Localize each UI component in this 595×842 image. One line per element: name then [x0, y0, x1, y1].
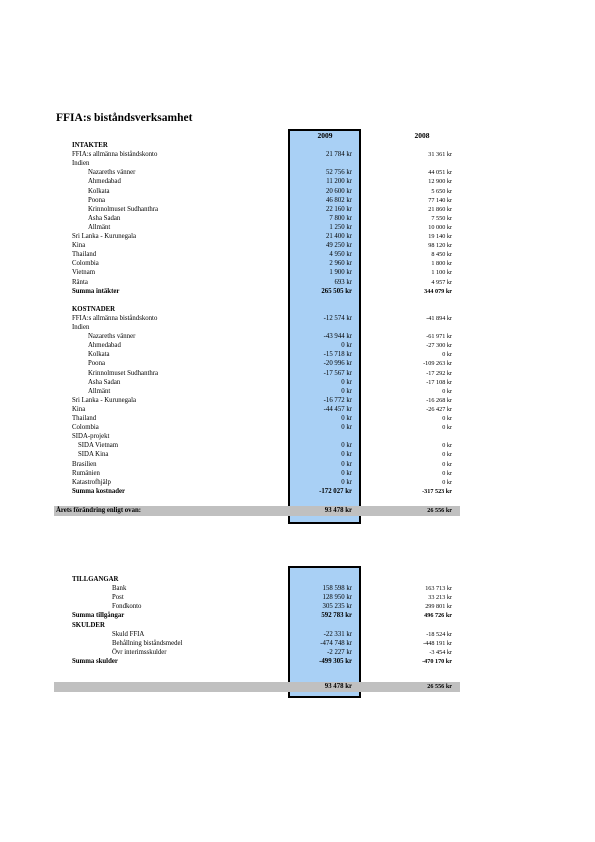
table-row — [56, 469, 458, 478]
table-row — [56, 657, 458, 666]
row-label: SIDA Vietnam — [78, 442, 119, 450]
row-value-2008: 0 kr — [442, 478, 452, 486]
row-value-2008: -26 427 kr — [426, 405, 452, 413]
row-label: Asha Sadan — [88, 378, 121, 386]
row-value-2008: 1 100 kr — [431, 269, 452, 277]
table-row — [56, 584, 458, 593]
row-value-2009: -474 748 kr — [320, 639, 352, 647]
row-label: FFIA:s allmänna biståndskonto — [72, 151, 158, 159]
table-row — [56, 487, 458, 496]
row-label: Brasilien — [72, 460, 97, 468]
table-row — [56, 241, 458, 250]
row-label: Post — [112, 594, 124, 602]
table-row — [56, 611, 458, 620]
row-label: Kolkata — [88, 187, 110, 195]
table-row — [56, 441, 458, 450]
row-label: Skuld FFIA — [112, 630, 145, 638]
table-row — [56, 478, 458, 487]
row-value-2009: -22 331 kr — [323, 630, 352, 638]
table-row — [56, 205, 458, 214]
row-value-2009: -16 772 kr — [323, 396, 352, 404]
row-value-2009: -172 027 kr — [319, 487, 352, 495]
row-value-2008: 299 801 kr — [425, 603, 452, 611]
row-label: Colombia — [72, 424, 99, 432]
table-row — [56, 232, 458, 241]
row-value-2009: -15 718 kr — [323, 351, 352, 359]
row-value-2008: 0 kr — [442, 460, 452, 468]
table-row — [56, 450, 458, 459]
row-label: Allmänt — [88, 223, 111, 231]
table-row — [56, 630, 458, 639]
row-value-2008: 0 kr — [442, 451, 452, 459]
row-value-2008: 10 000 kr — [428, 223, 452, 231]
row-label: Krinnolmuset Sudhanthra — [88, 369, 159, 377]
table-row — [56, 314, 458, 323]
table-row — [56, 296, 458, 305]
result-value-2009: 93 478 kr — [324, 507, 352, 514]
table-row — [56, 305, 458, 314]
result-value-2008-2: 26 556 kr — [427, 683, 452, 690]
row-value-2009: 20 600 kr — [325, 187, 352, 195]
row-value-2008: 12 900 kr — [428, 178, 452, 186]
row-value-2009: 0 kr — [341, 469, 352, 477]
table-row — [56, 387, 458, 396]
row-value-2008: -317 523 kr — [422, 487, 452, 495]
row-value-2008: -109 263 kr — [423, 360, 452, 368]
row-label: Asha Sadan — [88, 214, 121, 222]
row-value-2008: 496 726 kr — [424, 612, 452, 620]
row-value-2008: 77 140 kr — [428, 196, 452, 204]
table-row — [56, 602, 458, 611]
row-label: Katastrofhjälp — [72, 478, 111, 486]
row-value-2009: 21 400 kr — [325, 233, 352, 240]
row-value-2008: -17 108 kr — [426, 378, 452, 386]
row-label: Rumänien — [72, 469, 100, 477]
row-value-2008: 0 kr — [442, 424, 452, 432]
row-label: Ahmedabad — [88, 342, 121, 350]
row-value-2009: 265 505 kr — [321, 287, 352, 295]
row-value-2009: 46 802 kr — [325, 196, 352, 204]
row-label: Kolkata — [88, 351, 110, 359]
row-value-2009: -17 567 kr — [323, 369, 352, 377]
row-label: SIDA Kina — [78, 451, 109, 459]
row-label: Summa kostnader — [72, 487, 126, 495]
row-value-2009: 52 756 kr — [325, 169, 352, 177]
year-header-previous: 2008 — [414, 131, 430, 140]
table-row — [56, 593, 458, 602]
row-value-2009: 0 kr — [341, 424, 352, 432]
row-value-2009: 2 960 kr — [329, 260, 352, 268]
row-value-2009: 0 kr — [341, 451, 352, 459]
row-label: Krinnolmuset Sudhanthra — [88, 205, 159, 213]
row-value-2008: -41 894 kr — [426, 314, 452, 322]
table-row — [56, 250, 458, 259]
row-value-2009: -499 305 kr — [319, 657, 352, 665]
row-label: Nazareths vänner — [88, 333, 136, 341]
row-value-2009: 0 kr — [341, 478, 352, 486]
row-label: Indien — [72, 324, 90, 331]
table-row — [56, 639, 458, 648]
row-label: Sri Lanka - Kurunegala — [72, 233, 136, 240]
row-label: Allmänt — [88, 387, 111, 395]
row-label: Thailand — [72, 251, 97, 259]
row-value-2008: 33 213 kr — [428, 594, 452, 602]
row-value-2009: 1 900 kr — [329, 269, 352, 277]
row-value-2008: -3 454 kr — [429, 648, 452, 656]
row-value-2009: -20 996 kr — [323, 360, 352, 368]
row-value-2008: 0 kr — [442, 415, 452, 422]
table-row — [56, 350, 458, 359]
row-value-2008: 0 kr — [442, 351, 452, 359]
row-value-2008: 98 120 kr — [428, 242, 452, 250]
result-value-2008: 26 556 kr — [427, 507, 452, 514]
table-row — [56, 196, 458, 205]
table-row — [56, 187, 458, 196]
row-value-2008: -17 292 kr — [426, 369, 452, 377]
table-row — [56, 150, 458, 159]
row-value-2009: 0 kr — [341, 460, 352, 468]
row-value-2008: 0 kr — [442, 469, 452, 477]
row-label: TILLGANGAR — [72, 576, 119, 583]
table-row — [56, 214, 458, 223]
result-value-2009-2: 93 478 kr — [324, 683, 352, 690]
row-label: Bank — [112, 585, 127, 593]
table-row — [56, 414, 458, 423]
row-value-2008: 5 650 kr — [431, 187, 452, 195]
row-value-2008: 1 800 kr — [431, 260, 452, 268]
row-value-2009: 0 kr — [341, 378, 352, 386]
row-value-2009: 22 160 kr — [325, 205, 352, 213]
row-value-2008: -27 300 kr — [426, 342, 452, 350]
table-row — [56, 168, 458, 177]
row-label: Poona — [88, 196, 105, 204]
row-label: Sri Lanka - Kurunegala — [72, 396, 136, 404]
row-label: KOSTNADER — [72, 305, 116, 313]
row-value-2008: -470 170 kr — [422, 657, 452, 665]
row-value-2009: -44 457 kr — [323, 405, 352, 413]
table-row — [56, 621, 458, 630]
result-label: Årets förändring enligt ovan: — [56, 507, 142, 514]
row-label: Kina — [72, 405, 86, 413]
row-label: Poona — [88, 360, 105, 368]
row-label: Indien — [72, 160, 90, 168]
row-label: Summa skulder — [72, 657, 118, 665]
row-value-2009: 158 598 kr — [322, 585, 352, 593]
table-row — [56, 268, 458, 277]
table-row — [56, 278, 458, 287]
row-value-2009: 21 784 kr — [325, 151, 352, 159]
year-header-current: 2009 — [317, 131, 333, 140]
row-label: Summa tillgångar — [72, 612, 125, 620]
row-value-2008: 31 361 kr — [428, 151, 452, 159]
table-row — [56, 369, 458, 378]
row-value-2008: 163 713 kr — [425, 585, 452, 593]
row-value-2008: 7 550 kr — [431, 214, 452, 222]
row-label: INTAKTER — [72, 142, 108, 149]
table-row — [56, 575, 458, 584]
row-value-2009: 4 950 kr — [329, 251, 352, 259]
page-title: FFIA:s biståndsverksamhet — [56, 112, 193, 124]
row-value-2009: -43 944 kr — [323, 333, 352, 341]
row-value-2009: -2 227 kr — [327, 648, 352, 656]
row-label: Summa intäkter — [72, 287, 120, 295]
row-value-2008: 0 kr — [442, 442, 452, 450]
row-value-2008: 8 450 kr — [431, 251, 452, 259]
row-label: SIDA-projekt — [72, 433, 110, 441]
row-value-2008: -18 524 kr — [426, 630, 452, 638]
row-label: Thailand — [72, 415, 97, 422]
row-value-2008: 344 079 kr — [424, 287, 452, 295]
row-value-2008: 0 kr — [442, 387, 452, 395]
row-value-2009: 128 950 kr — [322, 594, 352, 602]
table-row — [56, 223, 458, 232]
row-value-2009: 0 kr — [341, 387, 352, 395]
row-value-2008: 4 957 kr — [431, 278, 452, 286]
table-row — [56, 359, 458, 368]
row-value-2009: 11 200 kr — [326, 178, 352, 186]
row-label: Ränta — [72, 278, 88, 286]
row-value-2009: 305 235 kr — [322, 603, 352, 611]
result-row-2 — [56, 682, 458, 692]
table-row — [56, 141, 458, 150]
row-value-2009: 592 783 kr — [321, 612, 352, 620]
row-label: Vietnam — [72, 269, 95, 277]
row-label: Ahmedabad — [88, 178, 121, 186]
table-row — [56, 423, 458, 432]
row-value-2009: 693 kr — [334, 278, 352, 286]
row-label: Colombia — [72, 260, 99, 268]
row-label: Nazareths vänner — [88, 169, 136, 177]
row-value-2008: 19 140 kr — [428, 233, 452, 240]
row-label: SKULDER — [72, 621, 105, 629]
table-row — [56, 259, 458, 268]
row-value-2008: 44 051 kr — [428, 169, 452, 177]
row-value-2009: 0 kr — [341, 342, 352, 350]
table-row — [56, 177, 458, 186]
table-row — [56, 648, 458, 657]
table-row — [56, 341, 458, 350]
table-row — [56, 378, 458, 387]
row-label: FFIA:s allmänna biståndskonto — [72, 314, 158, 322]
table-row — [56, 432, 458, 441]
table-row — [56, 405, 458, 414]
row-label: Fondkonto — [112, 603, 142, 611]
table-row — [56, 287, 458, 296]
row-value-2008: -61 971 kr — [426, 333, 452, 341]
row-value-2008: 21 860 kr — [428, 205, 452, 213]
row-label: Övr interimsskulder — [112, 648, 167, 656]
row-label: Kina — [72, 242, 86, 250]
row-value-2009: 1 250 kr — [329, 223, 352, 231]
row-label: Behållning biståndsmedel — [112, 639, 183, 647]
row-value-2009: 0 kr — [341, 415, 352, 422]
table-row — [56, 460, 458, 469]
table-row — [56, 332, 458, 341]
row-value-2009: -12 574 kr — [323, 314, 352, 322]
row-value-2009: 0 kr — [341, 442, 352, 450]
table-row — [56, 159, 458, 168]
table-row — [56, 323, 458, 332]
row-value-2009: 7 800 kr — [329, 214, 352, 222]
result-row-1 — [56, 506, 458, 516]
row-value-2008: -448 191 kr — [423, 639, 452, 647]
table-row — [56, 396, 458, 405]
row-value-2009: 49 250 kr — [325, 242, 352, 250]
row-value-2008: -16 268 kr — [426, 396, 452, 404]
